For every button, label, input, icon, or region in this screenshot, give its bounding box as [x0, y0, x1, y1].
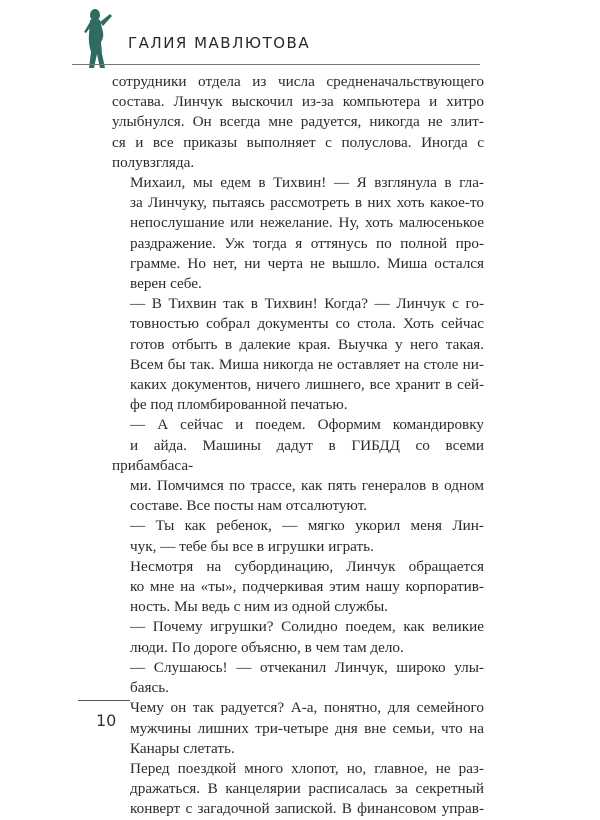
text-line: ко мне на «ты», подчеркивая этим нашу корпоратив-: [130, 578, 484, 596]
text-line: готов отбыть в далекие края. Выучка у него такая.: [130, 335, 484, 353]
text-line: каких документов, ничего лишнего, все хранит в сей-: [130, 376, 484, 394]
header-rule: [72, 64, 480, 65]
text-line: за Линчуку, пытаясь рассмотреть в них хоть какое-то: [130, 194, 484, 212]
text-line: чук, — тебе бы все в игрушки играть.: [130, 537, 374, 555]
text-line: — Почему игрушки? Солидно поедем, как великие: [130, 618, 484, 636]
text-line: ность. Мы ведь с ним из одной службы.: [130, 598, 388, 616]
text-line: — А сейчас и поедем. Оформим командировку: [130, 416, 484, 434]
paragraph: [112, 617, 484, 657]
text-line: Канары слетать.: [130, 739, 235, 757]
text-line: — Ты как ребенок, — мягко укорил меня Лин-: [130, 517, 484, 535]
text-line: улыбнулся. Он всегда мне радуется, никогда не злит-: [112, 113, 484, 131]
text-line: ся и все приказы выполняет с полуслова. Иногда с: [112, 133, 484, 151]
text-line: Чему он так радуется? А-а, понятно, для семейного: [130, 699, 484, 717]
paragraph: [112, 658, 484, 698]
paragraph: [112, 415, 484, 516]
text-line: составе. Все посты нам отсалютуют.: [130, 497, 367, 515]
woman-silhouette-icon: [72, 8, 124, 70]
text-line: люди. По дороге объясню, в чем там дело.: [130, 638, 404, 656]
text-line: дражаться. В канцелярии расписалась за секретный: [130, 780, 484, 798]
paragraph: [112, 759, 484, 820]
text-line: Михаил, мы едем в Тихвин! — Я взглянула в гла-: [130, 174, 484, 192]
text-line: мужчины лишних три-четыре дня вне семьи, что на: [130, 719, 484, 737]
paragraph: [112, 72, 484, 173]
text-line: раздражение. Уж тогда я оттянусь по полной про-: [130, 234, 484, 252]
text-line: Всем бы так. Миша никогда не оставляет на столе ни-: [130, 355, 484, 373]
text-line: Перед поездкой много хлопот, но, главное, не раз-: [130, 759, 484, 777]
text-line: фе под пломбированной печатью.: [130, 396, 348, 414]
text-line: верен себе.: [130, 275, 202, 293]
paragraph: [112, 557, 484, 618]
text-line: Несмотря на субординацию, Линчук обращается: [130, 557, 484, 575]
text-line: ми. Помчимся по трассе, как пять генералов в одном: [130, 477, 484, 495]
body-text: [112, 72, 484, 820]
text-line: непослушание или нежелание. Ну, хоть малюсенькое: [130, 214, 484, 232]
text-line: состава. Линчук выскочил из-за компьютера и хитро: [112, 93, 484, 111]
paragraph: [112, 173, 484, 294]
text-line: — Слушаюсь! — отчеканил Линчук, широко улы-: [130, 658, 484, 676]
footer-rule: [78, 700, 130, 701]
paragraph: [112, 294, 484, 415]
text-line: конверт с загадочной запиской. В финансовом управ-: [130, 800, 484, 818]
text-line: и айда. Машины дадут в ГИБДД со всеми прибамбаса-: [112, 436, 484, 474]
text-line: — В Тихвин так в Тихвин! Когда? — Линчук с го-: [130, 295, 484, 313]
text-line: грамме. Но нет, ни черта не вышло. Миша остался: [130, 254, 484, 272]
text-line: товностью собрал документы со стола. Хоть сейчас: [130, 315, 484, 333]
author-name: ГАЛИЯ МАВЛЮТОВА: [128, 34, 311, 52]
text-line: полувзгляда.: [112, 153, 195, 171]
text-line: сотрудники отдела из числа средненачальствующего: [112, 73, 484, 90]
page-number: 10: [96, 711, 117, 730]
paragraph: [112, 516, 484, 556]
text-line: баясь.: [130, 679, 169, 697]
